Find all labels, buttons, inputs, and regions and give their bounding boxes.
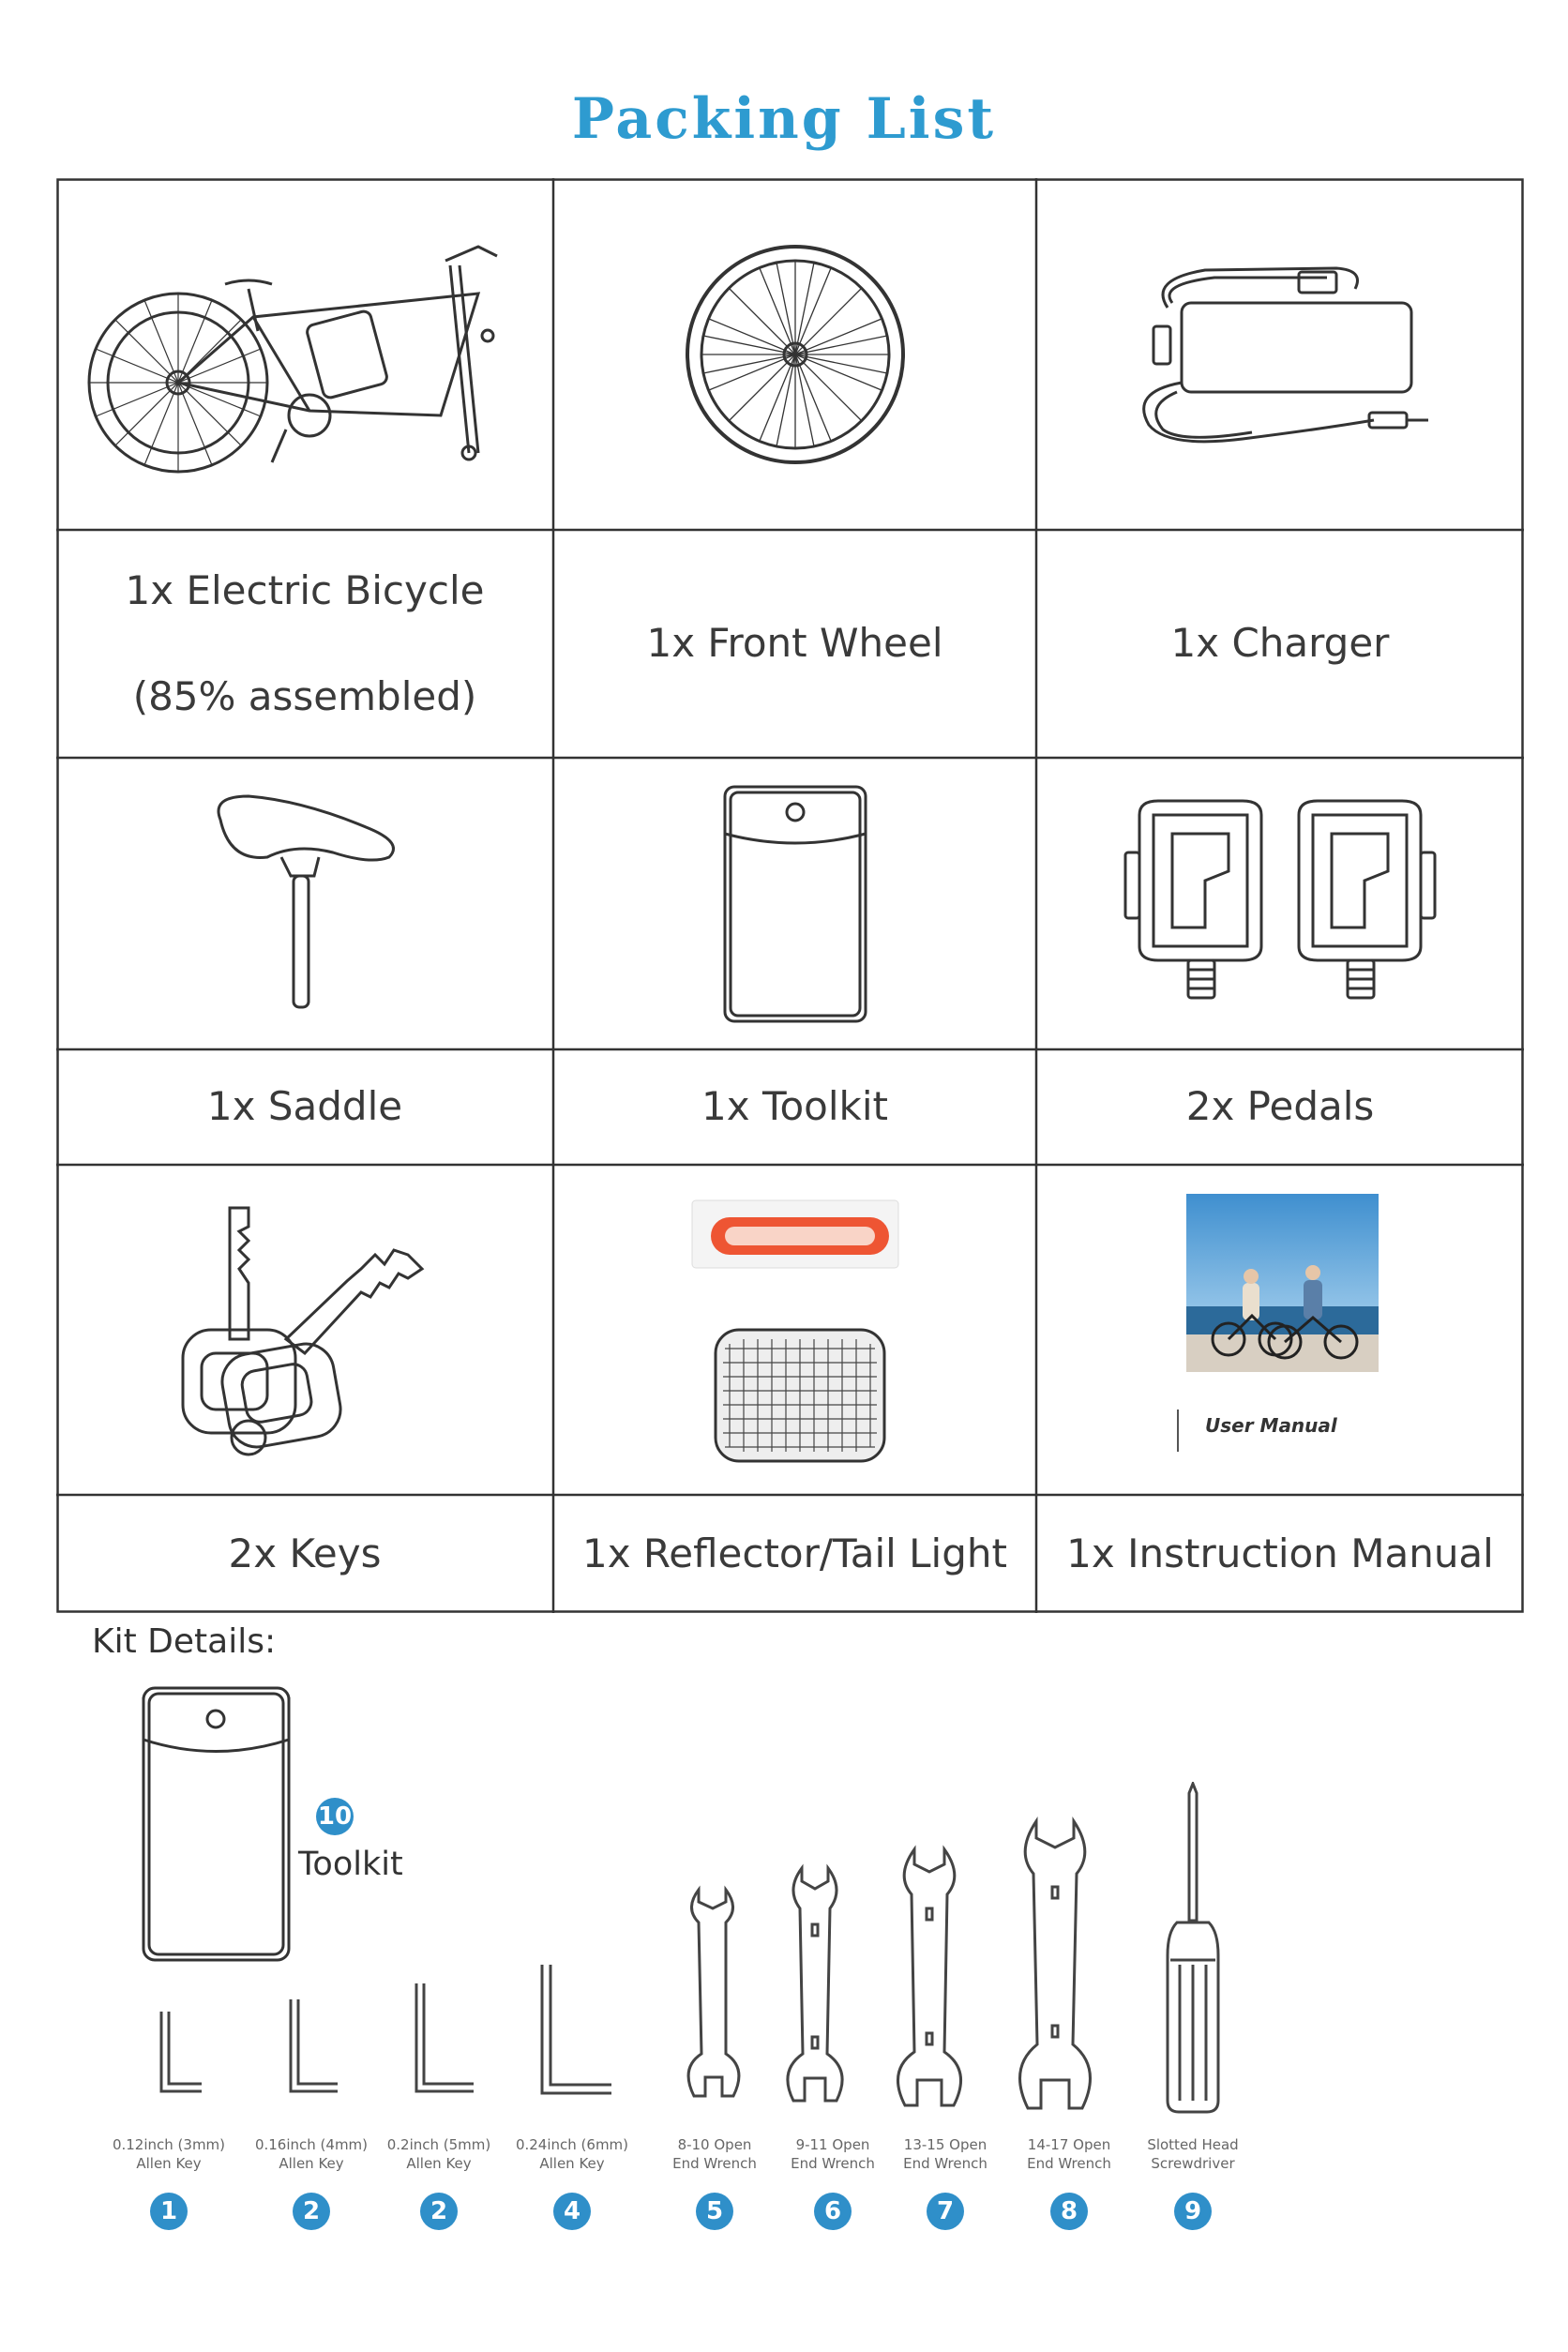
tool-number-badge: 2 bbox=[293, 2193, 330, 2230]
tool-caption bbox=[1123, 2136, 1263, 2173]
open-end-wrench-icon bbox=[1020, 1821, 1091, 2108]
item-label: 1x Front Wheel bbox=[646, 620, 943, 667]
allen-key-icon bbox=[542, 1965, 611, 2093]
item-label: 2x Pedals bbox=[1185, 1083, 1375, 1130]
tool-caption bbox=[875, 2136, 1016, 2173]
toolkit-pouch-icon bbox=[553, 758, 1036, 1049]
tool-caption-line2: End Wrench bbox=[1027, 2154, 1111, 2172]
tool-number-badge: 2 bbox=[420, 2193, 458, 2230]
packing-grid bbox=[56, 178, 1524, 1613]
pedals-icon bbox=[1036, 758, 1524, 1049]
tool-caption-line1: 0.16inch (4mm) bbox=[254, 2136, 369, 2153]
open-end-wrench-icon bbox=[788, 1868, 842, 2101]
charger-icon bbox=[1036, 178, 1524, 530]
tool-caption bbox=[502, 2136, 642, 2173]
tool-caption-line2: Screwdriver bbox=[1151, 2154, 1235, 2172]
item-label: 2x Keys bbox=[228, 1530, 382, 1576]
tool-caption bbox=[369, 2136, 509, 2173]
tool-caption bbox=[98, 2136, 239, 2173]
tool-number-badge: 1 bbox=[150, 2193, 188, 2230]
tool-caption-line2: Allen Key bbox=[406, 2154, 472, 2172]
item-sublabel: (85% assembled) bbox=[132, 672, 477, 719]
manual-cover-photo bbox=[1186, 1194, 1393, 1381]
saddle-icon bbox=[56, 758, 553, 1049]
tool-number-badge: 8 bbox=[1050, 2193, 1088, 2230]
open-end-wrench-icon bbox=[897, 1849, 960, 2105]
manual-cover-title: User Manual bbox=[1205, 1414, 1337, 1437]
item-label: 1x Toolkit bbox=[701, 1083, 888, 1130]
instruction-manual-icon bbox=[1036, 1165, 1524, 1495]
kit-details-title: Kit Details: bbox=[92, 1622, 277, 1661]
tool-caption-line1: Slotted Head bbox=[1147, 2136, 1239, 2153]
tool-caption bbox=[241, 2136, 382, 2173]
tool-caption-line2: End Wrench bbox=[903, 2154, 988, 2172]
screwdriver-icon bbox=[1168, 1784, 1218, 2112]
tool-caption-line2: Allen Key bbox=[539, 2154, 605, 2172]
tool-caption-line2: End Wrench bbox=[672, 2154, 757, 2172]
tool-caption-line1: 13-15 Open bbox=[903, 2136, 988, 2153]
toolkit-label: Toolkit bbox=[298, 1846, 403, 1883]
tool-caption-line1: 0.2inch (5mm) bbox=[386, 2136, 491, 2153]
tool-caption-line1: 8-10 Open bbox=[677, 2136, 752, 2153]
electric-bicycle-label bbox=[56, 530, 553, 758]
keys-icon bbox=[56, 1165, 553, 1495]
tool-caption-line2: Allen Key bbox=[279, 2154, 344, 2172]
toolkit-number-badge: 10 bbox=[316, 1798, 354, 1835]
front-wheel-icon bbox=[553, 178, 1036, 530]
item-label: 1x Saddle bbox=[206, 1083, 403, 1130]
tool-caption-line1: 14-17 Open bbox=[1027, 2136, 1111, 2153]
tool-number-badge: 4 bbox=[553, 2193, 591, 2230]
tool-number-badge: 5 bbox=[696, 2193, 733, 2230]
tool-caption-line1: 0.24inch (6mm) bbox=[515, 2136, 629, 2153]
item-label: 1x Charger bbox=[1170, 620, 1390, 667]
allen-key-icon bbox=[161, 2012, 202, 2091]
tool-caption-line1: 9-11 Open bbox=[795, 2136, 870, 2153]
tool-caption-line2: Allen Key bbox=[136, 2154, 202, 2172]
electric-bicycle-icon bbox=[56, 178, 553, 530]
page-title: Packing List bbox=[571, 86, 997, 152]
reflector-tail-light-icon bbox=[553, 1165, 1036, 1495]
item-label: 1x Reflector/Tail Light bbox=[582, 1530, 1007, 1576]
tool-caption bbox=[999, 2136, 1139, 2173]
open-end-wrench-icon bbox=[688, 1890, 739, 2096]
tool-caption-line1: 0.12inch (3mm) bbox=[112, 2136, 226, 2153]
tool-number-badge: 6 bbox=[814, 2193, 852, 2230]
tool-caption-line2: End Wrench bbox=[791, 2154, 875, 2172]
tools-drawings bbox=[0, 1782, 1568, 2138]
tool-number-badge: 7 bbox=[927, 2193, 964, 2230]
item-label: 1x Electric Bicycle bbox=[125, 567, 485, 613]
item-label: 1x Instruction Manual bbox=[1066, 1530, 1494, 1576]
tool-number-badge: 9 bbox=[1174, 2193, 1212, 2230]
